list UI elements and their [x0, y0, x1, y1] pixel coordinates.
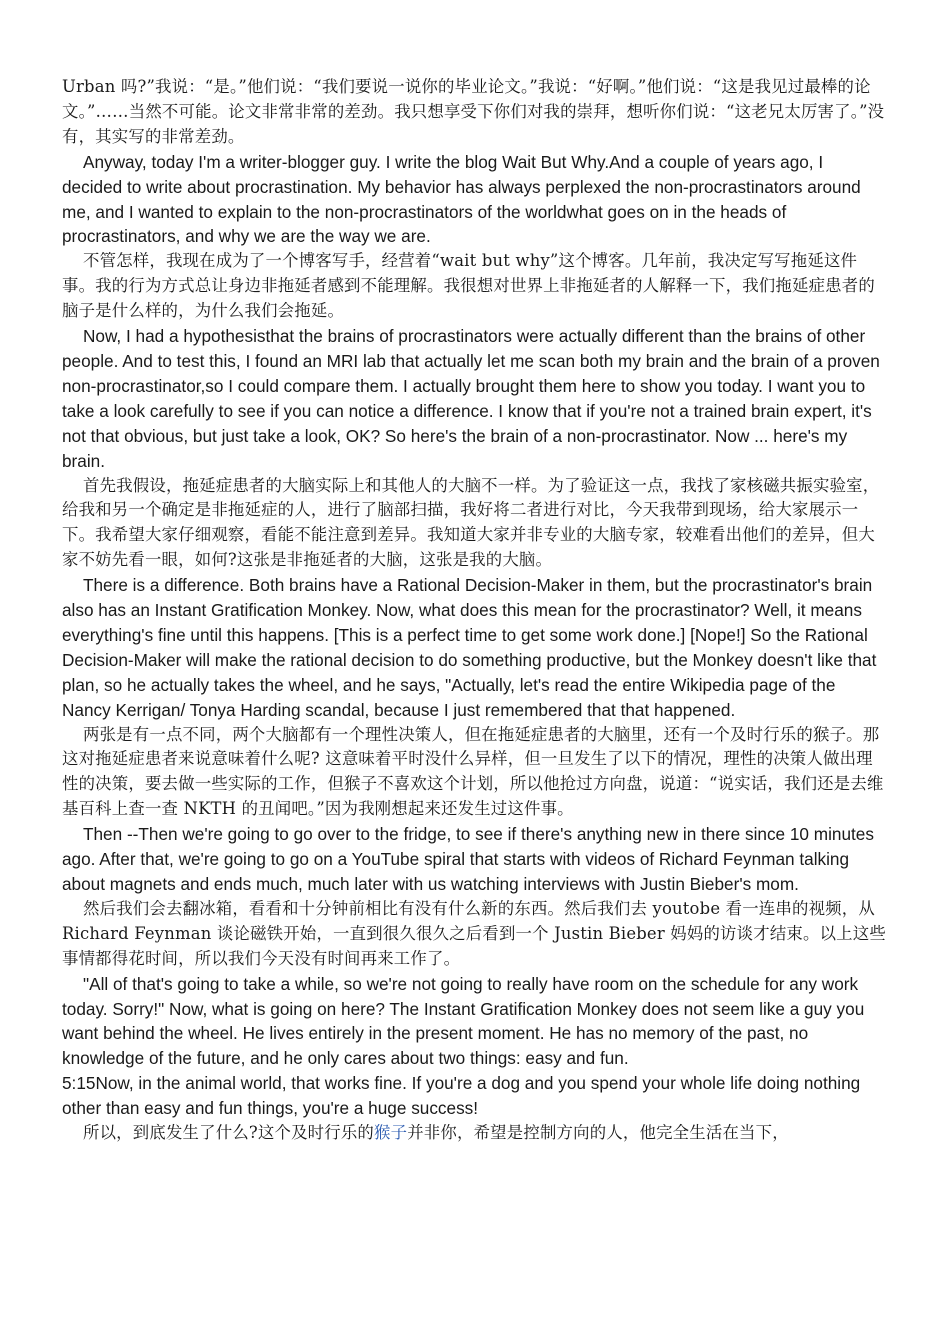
paragraph-en-2: Anyway, today I'm a writer-blogger guy. I write the blog Wait But Why.And a couple of years ago, I decided to write about procrastination. My behavior has always perplexed the non-procrastinators around me, and I wanted to explain to the non-procrastinators of the worldwhat goes on in the heads of procrastinators, and why we are the way we are. [62, 151, 861, 247]
paragraph-text-after-link: 并非你，希望是控制方向的人，他完全生活在当下， [407, 1123, 789, 1143]
paragraph-zh-9: 然后我们会去翻冰箱，看看和十分钟前相比有没有什么新的东西。然后我们去 youtobe 看一连串的视频，从 Richard Feynman 谈论磁铁开始，一直到很久很久之后看到一个 Justin Bieber 妈妈的访谈才结束。以上这些事情都得花时间，所以我们今天没有时间再来工作了。 [62, 898, 886, 968]
paragraph-zh-1: Urban 吗?”我说：“是。”他们说：“我们要说一说你的毕业论文。”我说：“好啊。”他们说：“这是我见过最棒的论文。”……当然不可能。论文非常非常的差劲。我只想享受下你们对我的崇拜，想听你们说：“这老兄太厉害了。”没有，其实写的非常差劲。 [62, 77, 885, 146]
paragraph-en-10: "All of that's going to take a while, so we're not going to really have room on the schedule for any work today. Sorry!" Now, what is going on here? The Instant Gratification Monkey does not seem like a guy you want behind the wheel. He lives entirely in the present moment. He has no memory of the past, no knowledge of the future, and he only cares about two things: easy and fun. [62, 973, 865, 1069]
paragraph-en-6: There is a difference. Both brains have a Rational Decision-Maker in them, but the procrastinator's brain also has an Instant Gratification Monkey. Now, what does this mean for the procrastinator? Well, it means everything's fine until this happens. [This is a perfect time to get some work done.] [Nope!] So the Rational Decision-Maker will make the rational decision to do something productive, but the Monkey doesn't like that plan, so he actually takes the wheel, and he says, "Actually, let's read the entire Wikipedia page of the Nancy Kerrigan/ Tonya Harding scandal, because I just remembered that that happened. [62, 575, 877, 720]
paragraph-en-4: Now, I had a hypothesisthat the brains of procrastinators were actually different than the brains of other people. And to test this, I found an MRI lab that actually let me scan both my brain and the brain of a proven non-procrastinator,so I could compare them. I actually brought them here to show you today. I want you to take a look carefully to see if you can notice a difference. I know that if you're not a trained brain expert, it's not that obvious, but just take a look, OK? So here's the brain of a non-procrastinator. Now ... here's my brain. [62, 326, 880, 471]
paragraph-zh-12 [62, 1121, 888, 1146]
monkey-link[interactable]: 猴子 [374, 1123, 408, 1143]
paragraph-en-8: Then --Then we're going to go over to the fridge, to see if there's anything new in there since 10 minutes ago. After that, we're going to go on a YouTube spiral that starts with videos of Richard Feynman talking about magnets and ends much, much later with us watching interviews with Justin Bieber's mom. [62, 824, 874, 894]
paragraph-zh-7: 两张是有一点不同，两个大脑都有一个理性决策人，但在拖延症患者的大脑里，还有一个及时行乐的猴子。那这对拖延症患者来说意味着什么呢? 这意味着平时没什么异样，但一旦发生了以下的情况，理性的决策人做出理性的决策，要去做一些实际的工作，但猴子不喜欢这个计划，所以他抢过方向盘，说道：“说实话，我们还是去维基百科上查一查 NKTH 的丑闻吧。”因为我刚想起来还发生过这件事。 [62, 724, 884, 819]
paragraph-zh-3: 不管怎样，我现在成为了一个博客写手，经营着“wait but why”这个博客。几年前，我决定写写拖延这件事。我的行为方式总让身边非拖延者感到不能理解。我很想对世界上非拖延者的人解释一下，我们拖延症患者的脑子是什么样的，为什么我们会拖延。 [62, 251, 875, 321]
paragraph-text-before-link: 所以，到底发生了什么?这个及时行乐的 [83, 1123, 375, 1143]
paragraph-en-11: 5:15Now, in the animal world, that works fine. If you're a dog and you spend your whole life doing nothing other than easy and fun things, you're a huge success! [62, 1073, 861, 1119]
paragraph-zh-5: 首先我假设，拖延症患者的大脑实际上和其他人的大脑不一样。为了验证这一点，我找了家核磁共振实验室，给我和另一个确定是非拖延症的人，进行了脑部扫描，我好将二者进行对比，今天我带到现场，给大家展示一下。我希望大家仔细观察，看能不能注意到差异。我知道大家并非专业的大脑专家，较难看出他们的差异，但大家不妨先看一眼，如何?这张是非拖延者的大脑，这张是我的大脑。 [62, 475, 880, 570]
